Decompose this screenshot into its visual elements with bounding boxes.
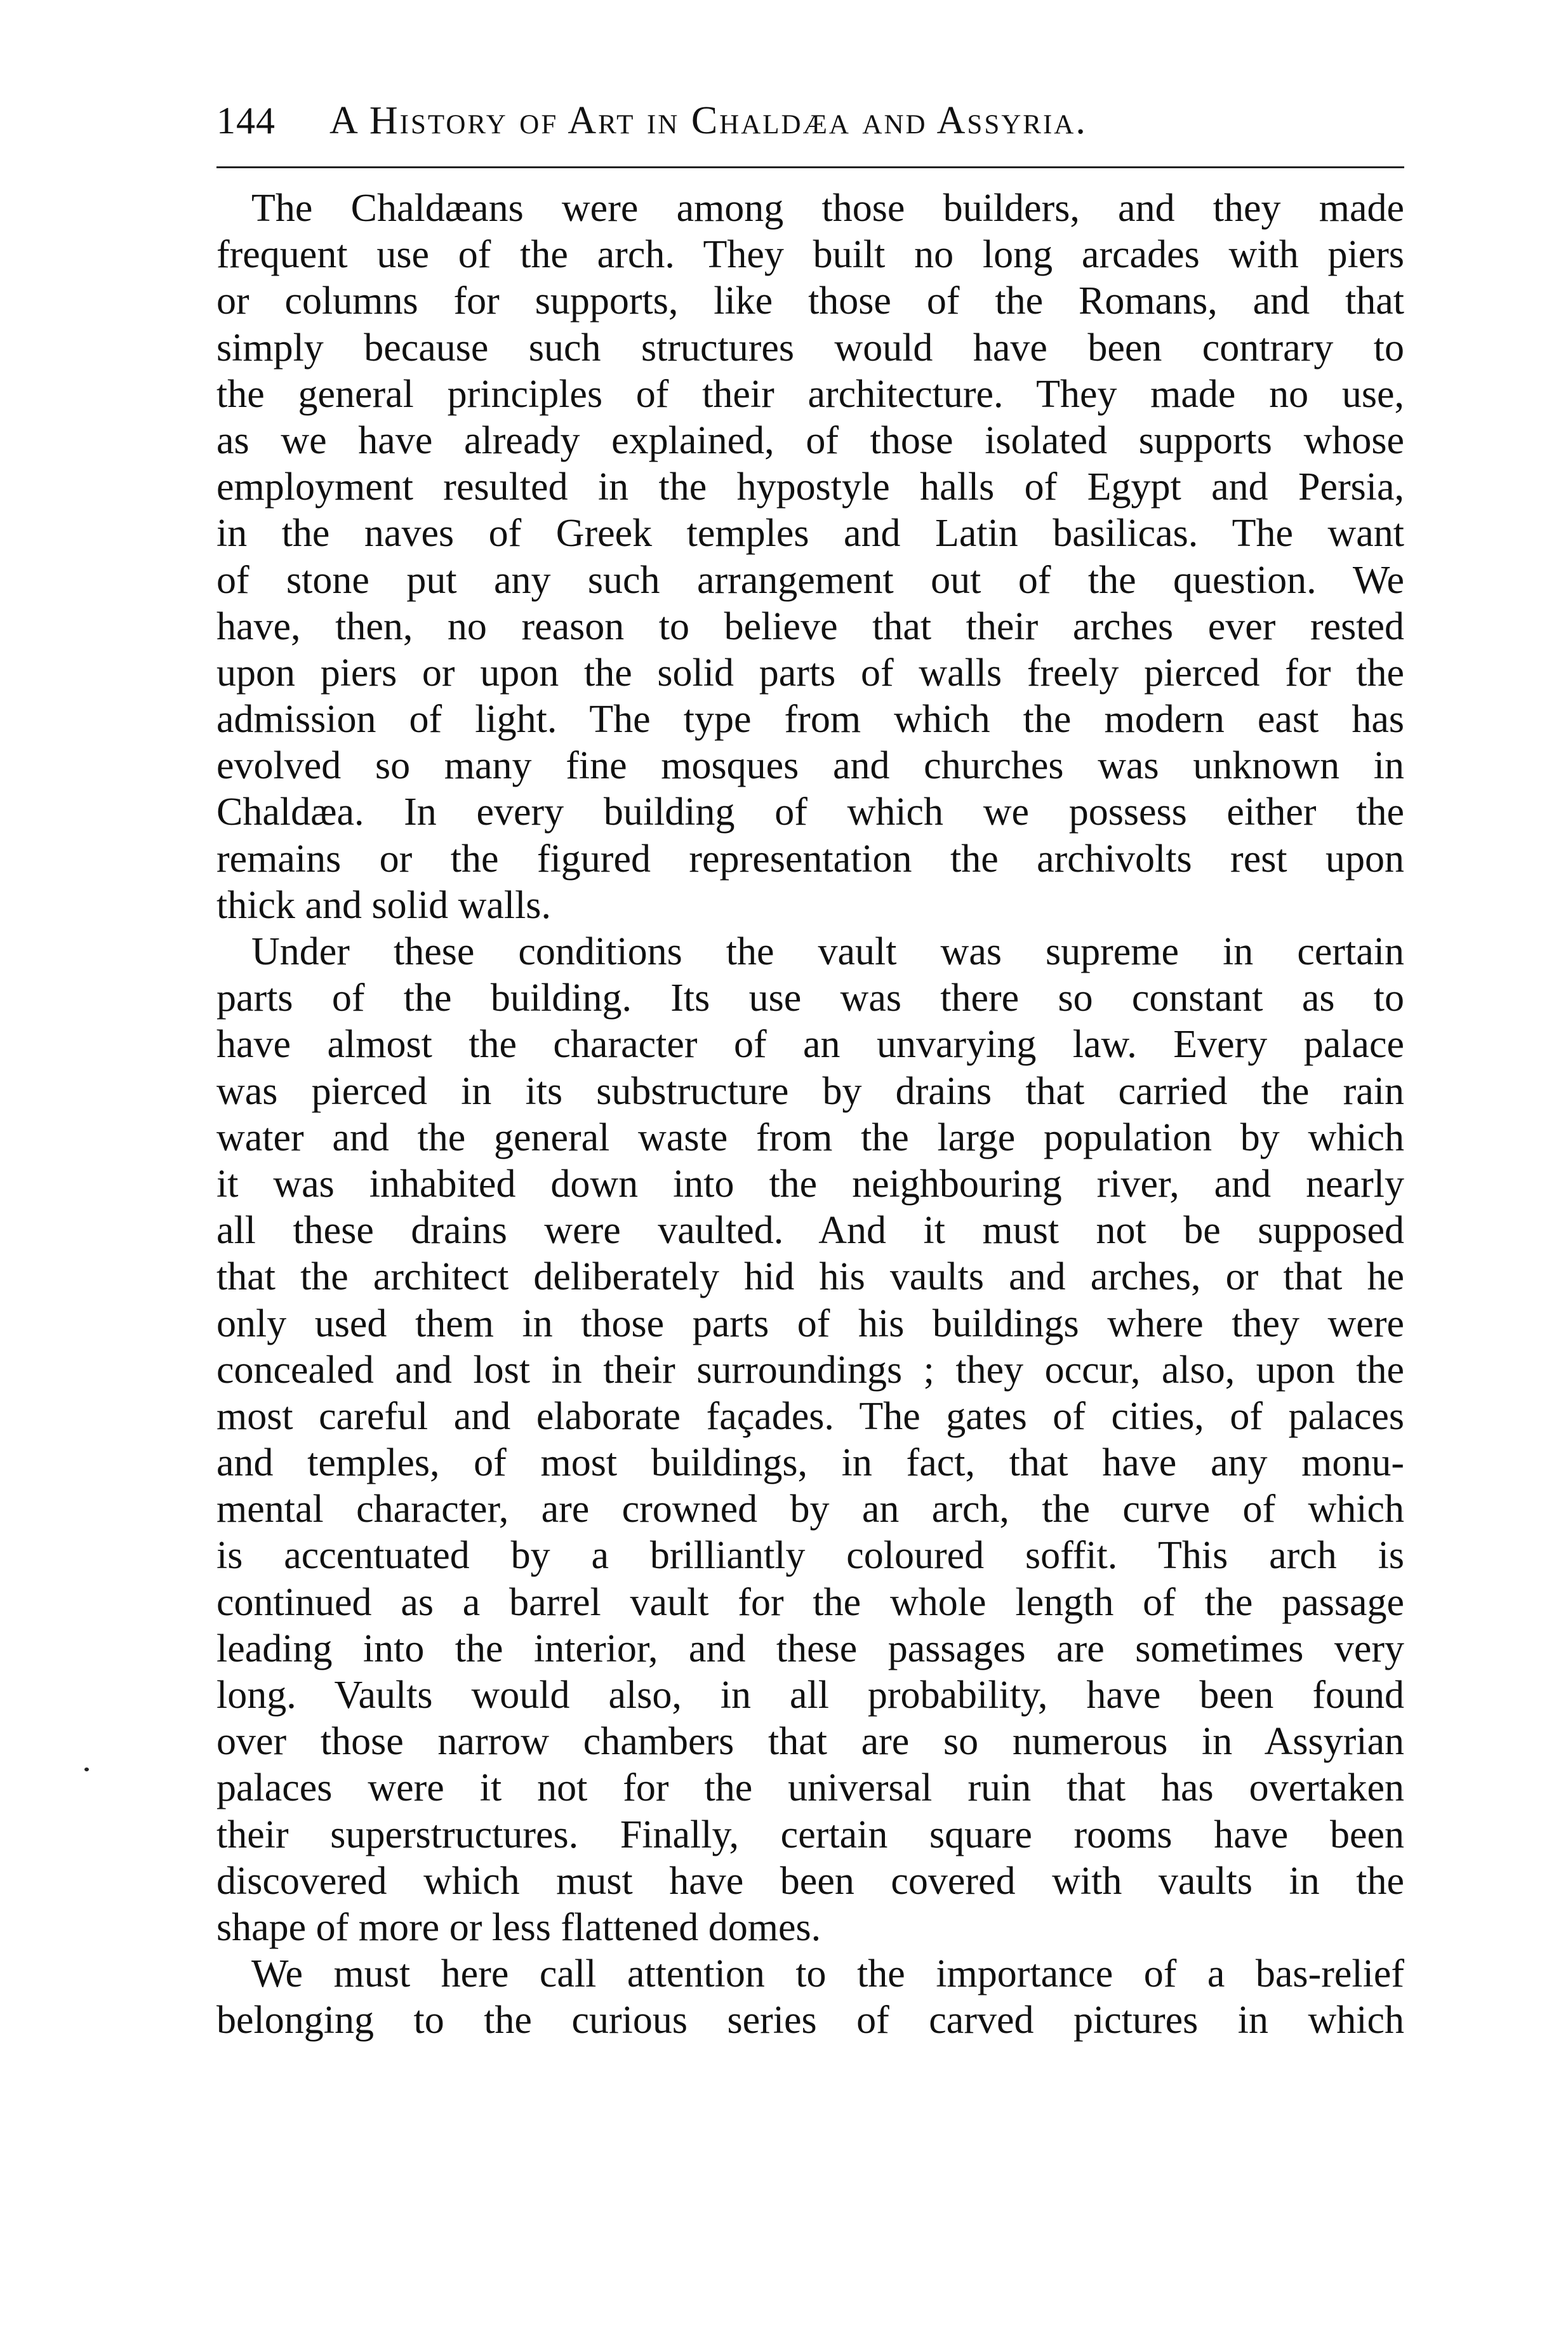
- text-line: only used them in those parts of his buildings where they were: [216, 1302, 1404, 1345]
- text-line: and temples, of most buildings, in fact, that have any monu-: [216, 1441, 1404, 1485]
- text-line: simply because such structures would have been contrary to: [216, 326, 1404, 370]
- text-line: that the architect deliberately hid his vaults and arches, or that he: [216, 1255, 1404, 1299]
- text-line: mental character, are crowned by an arch, the curve of which: [216, 1488, 1404, 1531]
- text-line: water and the general waste from the large population by which: [216, 1115, 1404, 1159]
- text-line: employment resulted in the hypostyle halls of Egypt and Persia,: [216, 465, 1404, 509]
- text-line: We must here call attention to the importance of a bas-relief: [251, 1952, 1404, 1996]
- text-line: have almost the character of an unvarying law. Every palace: [216, 1023, 1404, 1067]
- paragraph: [216, 185, 1404, 929]
- text-line: as we have already explained, of those isolated supports whose: [216, 418, 1404, 462]
- text-line: leading into the interior, and these passages are sometimes very: [216, 1627, 1404, 1670]
- paragraph: [216, 1951, 1404, 2044]
- text-line: of stone put any such arrangement out of the question. We: [216, 558, 1404, 602]
- header-rule: [216, 166, 1404, 168]
- text-line: or columns for supports, like those of the Romans, and that: [216, 279, 1404, 323]
- paragraph: [216, 929, 1404, 1951]
- text-line: Chaldæa. In every building of which we possess either the: [216, 790, 1404, 834]
- text-line: the general principles of their architecture. They made no use,: [216, 372, 1404, 416]
- running-head: [216, 95, 1404, 146]
- text-line: admission of light. The type from which the modern east has: [216, 698, 1404, 742]
- text-line: thick and solid walls.: [216, 883, 551, 927]
- running-title: A History of Art in Chaldæa and Assyria.: [329, 99, 1087, 142]
- text-line: shape of more or less flattened domes.: [216, 1905, 821, 1949]
- text-line: remains or the figured representation the archivolts rest upon: [216, 837, 1404, 881]
- text-line: in the naves of Greek temples and Latin basilicas. The want: [216, 512, 1404, 556]
- text-line: Under these conditions the vault was supreme in certain: [251, 930, 1404, 973]
- text-line: belonging to the curious series of carved pictures in which: [216, 1999, 1404, 2042]
- text-line: have, then, no reason to believe that their arches ever rested: [216, 604, 1404, 648]
- text-line: palaces were it not for the universal ruin that has overtaken: [216, 1766, 1404, 1810]
- text-line: upon piers or upon the solid parts of walls freely pierced for the: [216, 651, 1404, 695]
- text-line: most careful and elaborate façades. The gates of cities, of palaces: [216, 1394, 1404, 1438]
- text-line: discovered which must have been covered with vaults in the: [216, 1859, 1404, 1903]
- text-line: was pierced in its substructure by drains that carried the rain: [216, 1069, 1404, 1113]
- text-line: frequent use of the arch. They built no long arcades with piers: [216, 233, 1404, 277]
- page-number: 144: [216, 100, 276, 142]
- text-line: parts of the building. Its use was there so constant as to: [216, 976, 1404, 1020]
- text-line: long. Vaults would also, in all probability, have been found: [216, 1674, 1404, 1717]
- text-line: over those narrow chambers that are so numerous in Assyrian: [216, 1720, 1404, 1764]
- text-line: is accentuated by a brilliantly coloured soffit. This arch is: [216, 1534, 1404, 1578]
- body-text: [216, 185, 1404, 2044]
- text-line: continued as a barrel vault for the whole length of the passage: [216, 1580, 1404, 1624]
- text-line: their superstructures. Finally, certain square rooms have been: [216, 1813, 1404, 1856]
- text-line: all these drains were vaulted. And it must not be supposed: [216, 1209, 1404, 1253]
- text-line: evolved so many fine mosques and churches was unknown in: [216, 744, 1404, 788]
- text-line: concealed and lost in their surroundings ; they occur, also, upon the: [216, 1348, 1404, 1392]
- text-line: The Chaldæans were among those builders, and they made: [251, 187, 1404, 230]
- margin-speck: [84, 1768, 89, 1771]
- text-line: it was inhabited down into the neighbouring river, and nearly: [216, 1162, 1404, 1206]
